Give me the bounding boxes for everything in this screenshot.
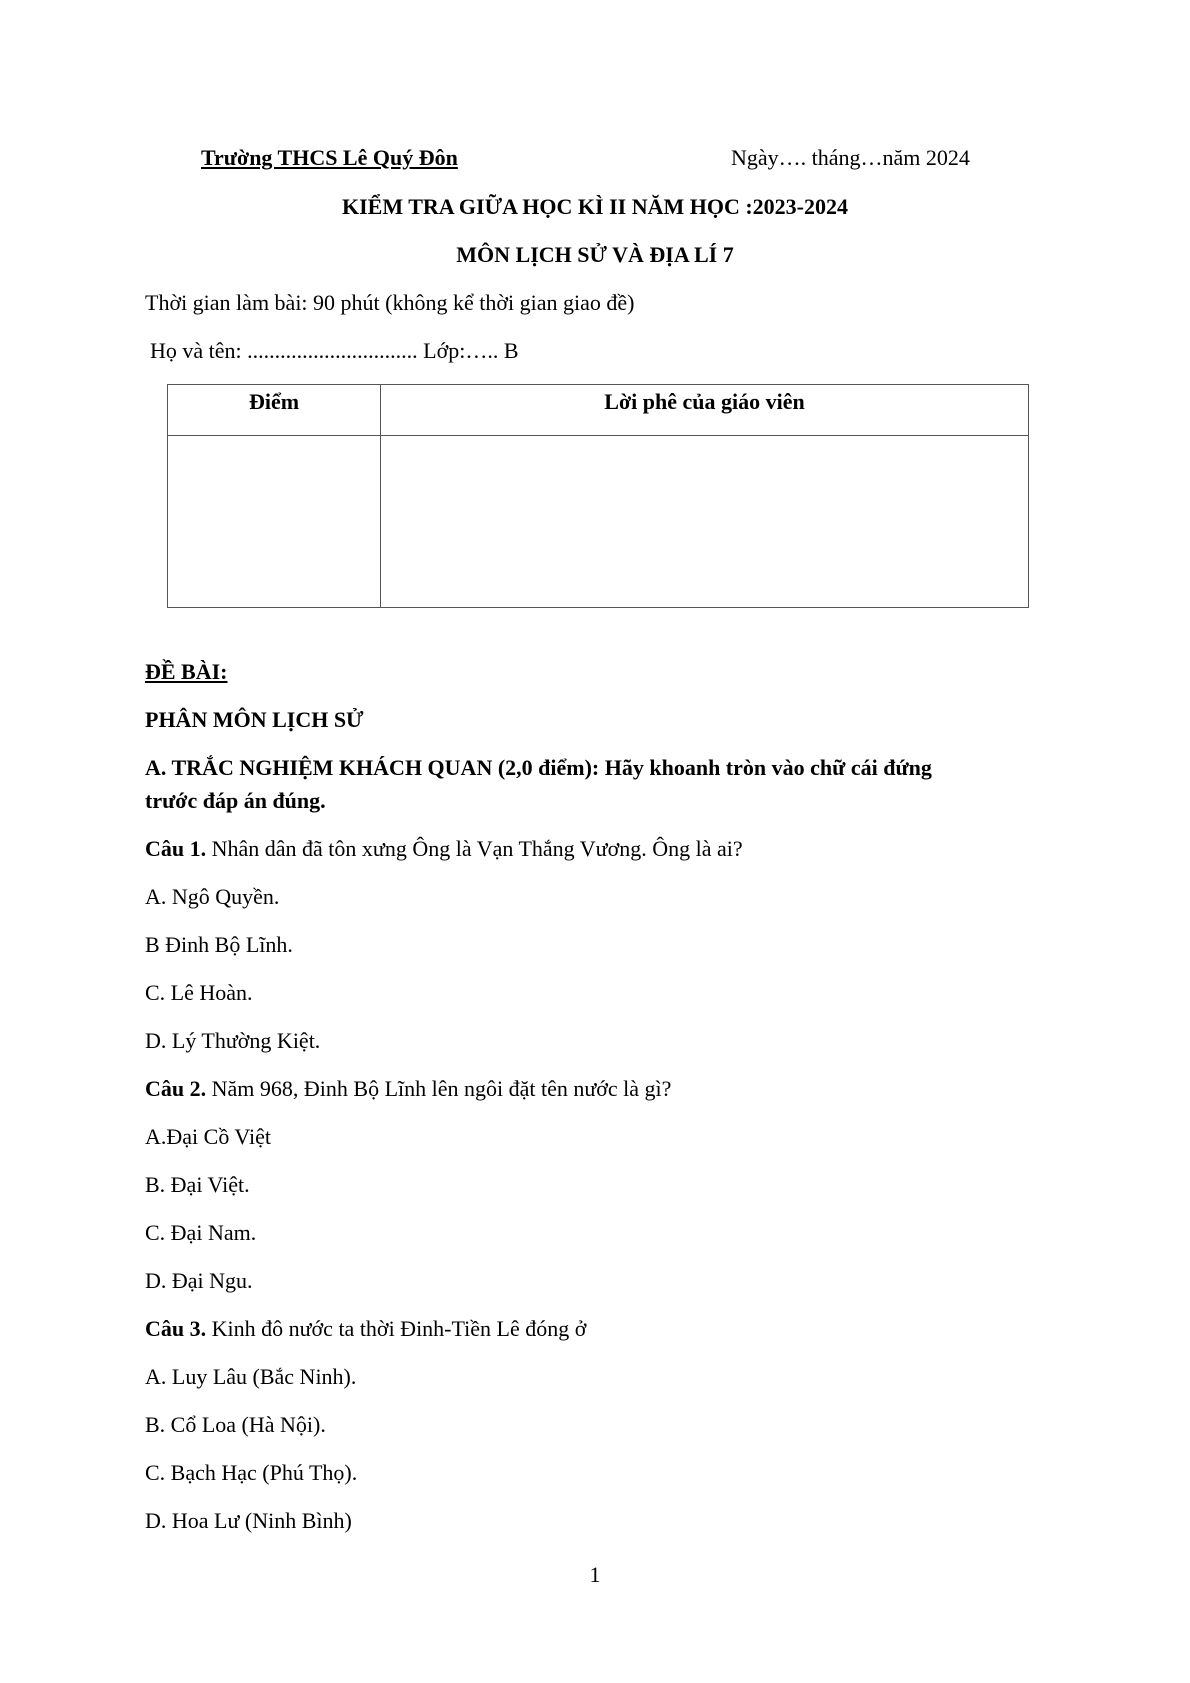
question-2 <box>145 1076 671 1102</box>
part-a-instruction-cont: trước đáp án đúng. <box>145 788 326 813</box>
q2-option-a[interactable]: A.Đại Cồ Việt <box>145 1124 271 1149</box>
q3-option-c[interactable]: C. Bạch Hạc (Phú Thọ). <box>145 1460 358 1485</box>
section-heading: ĐỀ BÀI: <box>145 659 228 684</box>
page-number: 1 <box>589 1562 601 1587</box>
q1-option-c[interactable]: C. Lê Hoàn. <box>145 980 253 1005</box>
question-text: Kinh đô nước ta thời Đinh-Tiền Lê đóng ở <box>206 1316 587 1341</box>
q2-option-b[interactable]: B. Đại Việt. <box>145 1172 250 1197</box>
q1-option-d[interactable]: D. Lý Thường Kiệt. <box>145 1028 321 1053</box>
exam-date: Ngày…. tháng…năm 2024 <box>731 145 970 170</box>
score-header: Điểm <box>168 385 381 436</box>
comment-cell[interactable] <box>381 436 1029 608</box>
q2-option-c[interactable]: C. Đại Nam. <box>145 1220 257 1245</box>
question-1 <box>145 836 743 862</box>
student-info-line: Họ và tên: ............................... Lớp:….. B <box>150 338 519 363</box>
time-note: Thời gian làm bài: 90 phút (không kể thời gian giao đề) <box>145 290 635 315</box>
q1-option-a[interactable]: A. Ngô Quyền. <box>145 884 280 909</box>
exam-title: KIỂM TRA GIỮA HỌC KÌ II NĂM HỌC :2023-2024 <box>341 194 849 219</box>
part-heading: PHÂN MÔN LỊCH SỬ <box>145 707 364 732</box>
q3-option-b[interactable]: B. Cổ Loa (Hà Nội). <box>145 1412 326 1437</box>
q3-option-d[interactable]: D. Hoa Lư (Ninh Bình) <box>145 1508 352 1533</box>
exam-subject: MÔN LỊCH SỬ VÀ ĐỊA LÍ 7 <box>456 242 734 267</box>
question-label: Câu 3. <box>145 1316 207 1341</box>
score-cell[interactable] <box>168 436 381 608</box>
q2-option-d[interactable]: D. Đại Ngu. <box>145 1268 253 1293</box>
question-label: Câu 1. <box>145 836 207 861</box>
q1-option-b[interactable]: B Đinh Bộ Lĩnh. <box>145 932 293 957</box>
question-3 <box>145 1316 586 1342</box>
comment-header: Lời phê của giáo viên <box>381 385 1029 436</box>
q3-option-a[interactable]: A. Luy Lâu (Bắc Ninh). <box>145 1364 357 1389</box>
question-label: Câu 2. <box>145 1076 207 1101</box>
question-text: Năm 968, Đinh Bộ Lĩnh lên ngôi đặt tên nước là gì? <box>206 1076 672 1101</box>
school-name: Trường THCS Lê Quý Đôn <box>201 145 458 170</box>
part-a-instruction: A. TRẮC NGHIỆM KHÁCH QUAN (2,0 điểm): Hãy khoanh tròn vào chữ cái đứng <box>145 755 932 780</box>
grade-table <box>167 384 1029 608</box>
question-text: Nhân dân đã tôn xưng Ông là Vạn Thắng Vương. Ông là ai? <box>206 836 743 861</box>
